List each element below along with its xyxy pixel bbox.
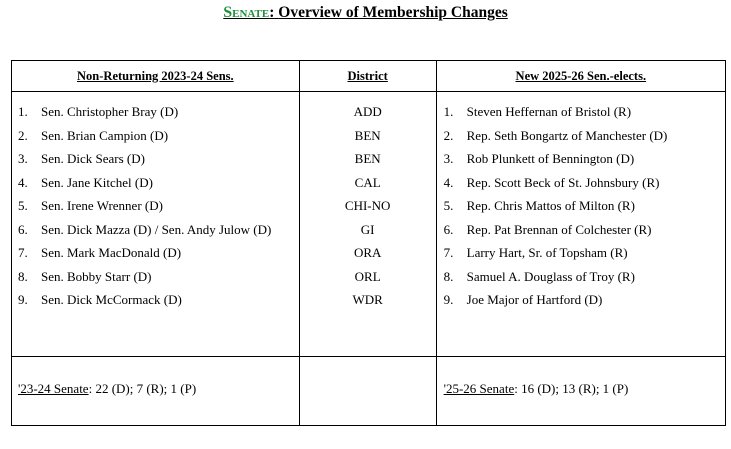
item-number: 7. bbox=[18, 245, 28, 260]
page-title bbox=[0, 4, 731, 22]
district-list bbox=[300, 92, 436, 356]
title-colon: : bbox=[269, 4, 275, 21]
district-code: CHI-NO bbox=[344, 198, 391, 213]
senator-elect-name: Rob Plunkett of Bennington (D) bbox=[466, 151, 635, 166]
item-number: 9. bbox=[443, 292, 454, 307]
new-senator-item bbox=[437, 171, 725, 195]
new-senate-summary bbox=[436, 357, 725, 426]
new-senators-list bbox=[437, 92, 725, 356]
district-code: WDR bbox=[352, 292, 383, 307]
new-senator-item bbox=[437, 218, 725, 242]
item-number: 5. bbox=[443, 198, 454, 213]
item-number: 2. bbox=[18, 127, 28, 143]
senator-elect-name: Rep. Seth Bongartz of Manchester (D) bbox=[466, 127, 668, 143]
senator-name: Sen. Christopher Bray (D) bbox=[41, 104, 179, 119]
footer-empty-cell bbox=[299, 357, 436, 426]
non-returning-item bbox=[12, 100, 299, 124]
title-prefix: Senate bbox=[223, 4, 270, 21]
senator-name: Sen. Dick McCormack (D) bbox=[41, 292, 182, 307]
item-number: 3. bbox=[18, 151, 28, 166]
non-returning-item bbox=[12, 194, 299, 218]
new-senator-item bbox=[437, 241, 725, 265]
non-returning-cell bbox=[12, 92, 300, 357]
item-number: 6. bbox=[443, 221, 454, 237]
district-code: BEN bbox=[354, 127, 381, 143]
item-number: 6. bbox=[18, 221, 28, 237]
senator-name: Sen. Jane Kitchel (D) bbox=[41, 174, 153, 190]
new-senator-item bbox=[437, 194, 725, 218]
title-text: Overview of Membership Changes bbox=[278, 4, 508, 21]
senator-name: Sen. Dick Sears (D) bbox=[41, 151, 145, 166]
new-senate-value: : 16 (D); 13 (R); 1 (P) bbox=[514, 381, 629, 397]
district-code: ORL bbox=[354, 268, 381, 284]
district-code: BEN bbox=[354, 151, 381, 166]
non-returning-item bbox=[12, 241, 299, 265]
list-row bbox=[12, 92, 726, 357]
item-number: 7. bbox=[443, 245, 454, 260]
non-returning-item bbox=[12, 218, 299, 242]
senator-elect-name: Rep. Pat Brennan of Colchester (R) bbox=[466, 221, 652, 237]
senator-name: Sen. Irene Wrenner (D) bbox=[41, 198, 163, 213]
non-returning-item bbox=[12, 265, 299, 289]
senator-name: Sen. Bobby Starr (D) bbox=[41, 268, 152, 284]
new-senator-item bbox=[437, 100, 725, 124]
senator-name: Sen. Dick Mazza (D) / Sen. Andy Julow (D) bbox=[41, 221, 272, 237]
footer-row bbox=[12, 357, 726, 426]
district-cell bbox=[299, 92, 436, 357]
district-code: ORA bbox=[353, 245, 382, 260]
new-senator-item bbox=[437, 265, 725, 289]
item-number: 8. bbox=[443, 268, 454, 284]
senator-elect-name: Samuel A. Douglass of Troy (R) bbox=[466, 268, 635, 284]
non-returning-list bbox=[12, 92, 299, 356]
new-senate-label: '25-26 Senate bbox=[443, 381, 515, 397]
membership-table bbox=[11, 60, 726, 426]
new-senator-item bbox=[437, 124, 725, 148]
district-code: CAL bbox=[354, 174, 381, 190]
old-senate-label: '23-24 Senate bbox=[18, 381, 89, 397]
new-senator-item bbox=[437, 288, 725, 312]
header-district: District bbox=[299, 61, 436, 92]
item-number: 1. bbox=[18, 104, 28, 119]
senator-elect-name: Rep. Scott Beck of St. Johnsbury (R) bbox=[466, 174, 660, 190]
item-number: 1. bbox=[443, 104, 454, 119]
non-returning-item bbox=[12, 288, 299, 312]
item-number: 3. bbox=[443, 151, 454, 166]
senator-name: Sen. Brian Campion (D) bbox=[41, 127, 169, 143]
item-number: 2. bbox=[443, 127, 454, 143]
senator-elect-name: Rep. Chris Mattos of Milton (R) bbox=[466, 198, 635, 213]
non-returning-item bbox=[12, 171, 299, 195]
district-code: GI bbox=[360, 221, 375, 237]
header-non-returning: Non-Returning 2023-24 Sens. bbox=[12, 61, 300, 92]
old-senate-value: : 22 (D); 7 (R); 1 (P) bbox=[88, 381, 197, 397]
senator-elect-name: Steven Heffernan of Bristol (R) bbox=[466, 104, 632, 119]
senator-elect-name: Larry Hart, Sr. of Topsham (R) bbox=[466, 245, 628, 260]
item-number: 4. bbox=[18, 174, 28, 190]
district-code: ADD bbox=[353, 104, 382, 119]
header-new-senators: New 2025-26 Sen.-elects. bbox=[436, 61, 725, 92]
new-senator-item bbox=[437, 147, 725, 171]
header-row bbox=[12, 61, 726, 92]
item-number: 4. bbox=[443, 174, 454, 190]
old-senate-summary bbox=[12, 357, 300, 426]
item-number: 5. bbox=[18, 198, 28, 213]
new-senators-cell bbox=[436, 92, 725, 357]
item-number: 9. bbox=[18, 292, 28, 307]
item-number: 8. bbox=[18, 268, 28, 284]
senator-elect-name: Joe Major of Hartford (D) bbox=[466, 292, 603, 307]
non-returning-item bbox=[12, 124, 299, 148]
non-returning-item bbox=[12, 147, 299, 171]
senator-name: Sen. Mark MacDonald (D) bbox=[41, 245, 182, 260]
